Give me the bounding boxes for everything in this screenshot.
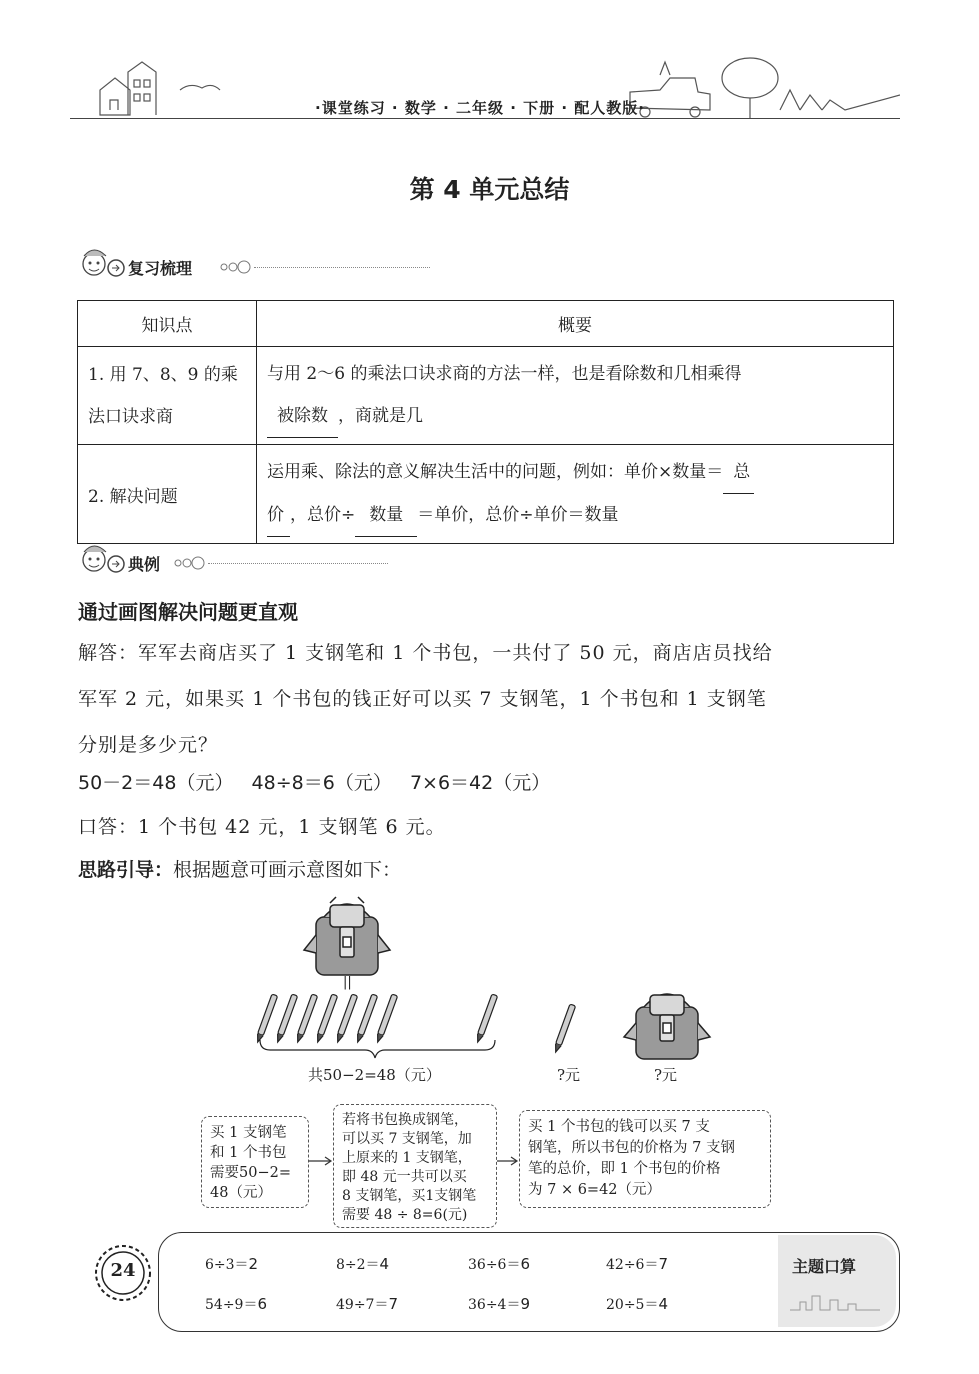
skyline-decoration: [790, 1290, 890, 1312]
calc-answer: 6: [257, 1295, 267, 1313]
bar-model-diagram: [240, 890, 740, 1090]
decor-circles-icon: [218, 259, 254, 275]
example-dotted-line: [208, 563, 388, 564]
house-illustration: [100, 62, 220, 115]
table-header-row: [78, 301, 894, 347]
calc-question: 8÷2＝: [336, 1257, 380, 1273]
column-header-summary: 概要: [257, 301, 894, 347]
pen-icon: [335, 994, 358, 1043]
box-line: 买 1 支钢笔: [210, 1125, 287, 1141]
calc-question: 49÷7＝: [336, 1297, 389, 1313]
topic-cell: [78, 347, 257, 445]
calc-answer: 4: [379, 1255, 390, 1273]
answer-blank: 价: [267, 494, 290, 537]
answer-blank: 被除数: [267, 395, 338, 438]
calc-question: 36÷4＝: [468, 1297, 521, 1313]
reasoning-box-2: [333, 1104, 497, 1228]
calc-answer: 7: [388, 1295, 398, 1313]
topic-cell: [78, 445, 257, 544]
pen-icon: [315, 994, 338, 1043]
box-line: 和 1 个书包: [210, 1145, 287, 1161]
summary-text: ，总价÷: [290, 505, 356, 525]
column-header-topic: 知识点: [78, 301, 257, 347]
calc-item: [205, 1294, 267, 1314]
box-line: 即 48 元一共可以买: [342, 1169, 467, 1185]
problem-line: 分别是多少元？: [78, 734, 219, 756]
backpack-icon: [304, 897, 390, 975]
calc-question: 6÷3＝: [205, 1257, 249, 1273]
cartoon-boy-icon: [78, 540, 126, 582]
example-subtitle: 通过画图解决问题更直观: [78, 600, 298, 624]
box-line: 为 7 × 6=42（元）: [528, 1182, 662, 1198]
header-series-title: ·课堂练习 · 数学 · 二年级 · 下册 · 配人教版·: [315, 99, 645, 117]
badge-background: [778, 1235, 896, 1327]
review-heading: 复习梳理: [128, 259, 193, 278]
page-number: 24: [110, 1260, 136, 1281]
calc-item: [606, 1254, 668, 1274]
box-line: 需要50−2=: [210, 1165, 291, 1181]
page-title: 第 4 单元总结: [409, 175, 570, 204]
calc-answer: 7: [658, 1255, 668, 1273]
box-line: 买 1 个书包的钱可以买 7 支: [528, 1119, 710, 1135]
problem-line: 军军 2 元，如果买 1 个书包的钱正好可以买 7 支钢笔，1 个书包和 1 支钢笔: [78, 688, 767, 710]
summary-text: 运用乘、除法的意义解决生活中的问题，例如：单价×数量＝: [267, 462, 724, 482]
answer-blank: 总: [723, 451, 754, 494]
pen-icon: [255, 994, 278, 1043]
hint-label: 思路引导：: [78, 859, 174, 881]
calc-item: [606, 1294, 668, 1314]
table-row: [78, 347, 894, 445]
summary-text: 与用 2～6 的乘法口诀求商的方法一样，也是看除数和几相乘得: [267, 364, 742, 384]
calc-answer: 9: [520, 1295, 530, 1313]
calc-item: [205, 1254, 258, 1274]
pen-icon: [553, 1004, 576, 1053]
calc-answer: 4: [658, 1295, 668, 1313]
pen-icon: [355, 994, 378, 1043]
box-line: 需要 48 ÷ 8=6(元): [342, 1207, 468, 1223]
bag-price-label: ?元: [654, 1066, 678, 1084]
pen-price-label: ?元: [557, 1066, 581, 1084]
calc-answer: 6: [520, 1255, 530, 1273]
calculation-line: 50－2＝48（元） 48÷8＝6（元） 7×6＝42（元）: [78, 772, 551, 794]
summary-cell: [257, 347, 894, 445]
arrow-icon: [309, 1155, 335, 1167]
topic-text: 1. 用 7、8、9 的乘: [88, 364, 238, 385]
review-table: [77, 300, 894, 544]
box-line: 48（元）: [210, 1185, 272, 1201]
answer-blank: 数量: [355, 494, 417, 537]
table-row: [78, 445, 894, 544]
pen-group: [255, 994, 576, 1053]
hint-line: [78, 855, 401, 882]
calc-question: 20÷5＝: [606, 1297, 659, 1313]
box-line: 上原来的 1 支钢笔，: [342, 1150, 472, 1166]
calc-question: 36÷6＝: [468, 1257, 521, 1273]
calc-question: 54÷9＝: [205, 1297, 258, 1313]
calc-item: [336, 1294, 398, 1314]
pen-icon: [275, 994, 298, 1043]
decor-circles-icon: [172, 555, 208, 571]
equals-mark: ||: [343, 975, 352, 990]
example-heading: 典例: [128, 555, 161, 574]
cartoon-boy-icon: [78, 244, 126, 286]
calc-question: 42÷6＝: [606, 1257, 659, 1273]
summary-text: ＝单价，总价÷单价＝数量: [417, 505, 619, 525]
calc-answer: 2: [248, 1255, 259, 1273]
calc-item: [468, 1294, 530, 1314]
problem-text: [78, 630, 908, 768]
calc-item: [468, 1254, 530, 1274]
reasoning-box-1: [201, 1116, 309, 1208]
arrow-icon: [497, 1155, 521, 1167]
pen-icon: [475, 994, 498, 1043]
summary-cell: [257, 445, 894, 544]
calc-item: [336, 1254, 389, 1274]
box-line: 若将书包换成钢笔，: [342, 1112, 468, 1128]
box-line: 可以买 7 支钢笔，加: [342, 1131, 472, 1147]
hint-text: 根据题意可画示意图如下：: [173, 859, 402, 881]
pen-icon: [295, 994, 318, 1043]
topic-text: 法口诀求商: [88, 406, 173, 427]
answer-line: 口答：1 个书包 42 元，1 支钢笔 6 元。: [78, 816, 446, 838]
header-divider: [70, 118, 900, 119]
summary-text: ，商就是几: [338, 406, 423, 426]
box-line: 8 支钢笔，买1支钢笔: [342, 1188, 477, 1204]
total-label: 共50−2=48（元）: [308, 1066, 441, 1084]
pen-icon: [375, 994, 398, 1043]
badge-label: 主题口算: [792, 1257, 857, 1276]
problem-line: 解答：军军去商店买了 1 支钢笔和 1 个书包，一共付了 50 元，商店店员找给: [78, 642, 773, 664]
box-line: 笔的总价，即 1 个书包的价格: [528, 1161, 721, 1177]
topic-text: 2. 解决问题: [88, 486, 178, 507]
backpack-icon: [624, 994, 710, 1059]
review-dotted-line: [254, 267, 430, 268]
box-line: 钢笔，所以书包的价格为 7 支钢: [528, 1140, 735, 1156]
reasoning-box-3: [519, 1110, 771, 1208]
